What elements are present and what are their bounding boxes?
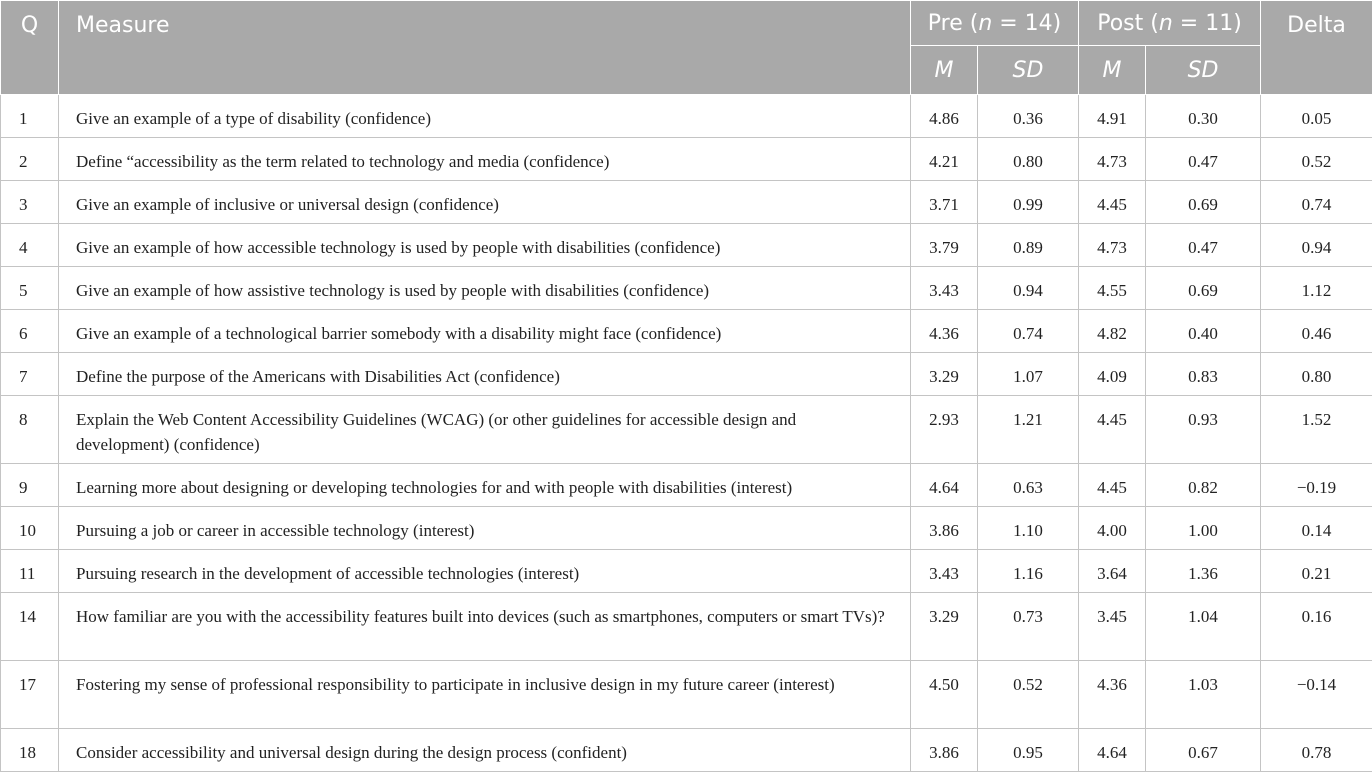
row-pre-m: 3.29 (911, 593, 978, 661)
header-q: Q (1, 1, 59, 95)
row-measure: Give an example of inclusive or universal design (confidence) (59, 181, 911, 224)
row-q: 2 (1, 138, 59, 181)
header-delta: Delta (1261, 1, 1372, 95)
row-post-m: 4.82 (1079, 310, 1146, 353)
row-post-m: 4.36 (1079, 661, 1146, 729)
row-delta: 0.16 (1261, 593, 1372, 661)
row-pre-m: 3.43 (911, 550, 978, 593)
table-row (1, 550, 1372, 593)
row-post-sd: 1.04 (1146, 593, 1261, 661)
row-post-sd: 0.82 (1146, 464, 1261, 507)
row-post-sd: 0.47 (1146, 224, 1261, 267)
row-pre-m: 3.86 (911, 729, 978, 772)
table-row (1, 396, 1372, 464)
table-row (1, 267, 1372, 310)
row-delta: 0.80 (1261, 353, 1372, 396)
row-measure: Pursuing a job or career in accessible technology (interest) (59, 507, 911, 550)
row-delta: 0.05 (1261, 95, 1372, 138)
table-row (1, 310, 1372, 353)
row-post-m: 3.64 (1079, 550, 1146, 593)
row-measure: Learning more about designing or developing technologies for and with people with disabilities (interest) (59, 464, 911, 507)
row-measure: Explain the Web Content Accessibility Guidelines (WCAG) (or other guidelines for accessible design and development) (confidence) (59, 396, 911, 464)
row-post-sd: 0.83 (1146, 353, 1261, 396)
row-post-sd: 1.36 (1146, 550, 1261, 593)
row-post-sd: 0.40 (1146, 310, 1261, 353)
row-delta: 0.94 (1261, 224, 1372, 267)
row-post-m: 3.45 (1079, 593, 1146, 661)
row-post-m: 4.09 (1079, 353, 1146, 396)
row-measure: Define the purpose of the Americans with Disabilities Act (confidence) (59, 353, 911, 396)
row-pre-m: 3.79 (911, 224, 978, 267)
table-row (1, 507, 1372, 550)
row-pre-m: 4.86 (911, 95, 978, 138)
row-post-sd: 0.69 (1146, 267, 1261, 310)
row-q: 18 (1, 729, 59, 772)
row-measure: Define “accessibility as the term related to technology and media (confidence) (59, 138, 911, 181)
row-q: 17 (1, 661, 59, 729)
row-pre-sd: 0.80 (978, 138, 1079, 181)
row-post-sd: 0.93 (1146, 396, 1261, 464)
row-post-m: 4.45 (1079, 181, 1146, 224)
row-delta: 0.52 (1261, 138, 1372, 181)
row-pre-m: 4.50 (911, 661, 978, 729)
row-q: 14 (1, 593, 59, 661)
row-pre-m: 4.36 (911, 310, 978, 353)
row-delta: 0.78 (1261, 729, 1372, 772)
table-row (1, 661, 1372, 729)
row-post-sd: 0.69 (1146, 181, 1261, 224)
row-pre-m: 4.64 (911, 464, 978, 507)
row-delta: 1.12 (1261, 267, 1372, 310)
row-post-m: 4.73 (1079, 138, 1146, 181)
row-post-m: 4.45 (1079, 396, 1146, 464)
row-pre-sd: 1.16 (978, 550, 1079, 593)
row-post-sd: 0.47 (1146, 138, 1261, 181)
table-row (1, 353, 1372, 396)
row-delta: −0.14 (1261, 661, 1372, 729)
row-post-m: 4.64 (1079, 729, 1146, 772)
table-header (1, 1, 1372, 95)
row-pre-m: 3.71 (911, 181, 978, 224)
row-post-m: 4.45 (1079, 464, 1146, 507)
row-delta: 0.46 (1261, 310, 1372, 353)
row-post-m: 4.73 (1079, 224, 1146, 267)
row-pre-sd: 0.36 (978, 95, 1079, 138)
row-q: 5 (1, 267, 59, 310)
row-pre-m: 2.93 (911, 396, 978, 464)
table-row (1, 181, 1372, 224)
table-row (1, 593, 1372, 661)
row-measure: Give an example of how accessible technology is used by people with disabilities (confidence) (59, 224, 911, 267)
row-pre-sd: 0.89 (978, 224, 1079, 267)
row-post-m: 4.55 (1079, 267, 1146, 310)
row-delta: −0.19 (1261, 464, 1372, 507)
header-pre-sd: SD (978, 46, 1079, 95)
row-measure: How familiar are you with the accessibility features built into devices (such as smartphones, computers or smart TVs)? (59, 593, 911, 661)
row-q: 10 (1, 507, 59, 550)
row-pre-sd: 0.74 (978, 310, 1079, 353)
row-pre-sd: 0.63 (978, 464, 1079, 507)
row-q: 3 (1, 181, 59, 224)
row-measure: Consider accessibility and universal design during the design process (confident) (59, 729, 911, 772)
row-post-sd: 1.00 (1146, 507, 1261, 550)
table-row (1, 95, 1372, 138)
header-pre: Pre (n = 14) (911, 1, 1079, 46)
row-pre-m: 3.86 (911, 507, 978, 550)
row-pre-sd: 1.10 (978, 507, 1079, 550)
row-pre-sd: 1.21 (978, 396, 1079, 464)
header-post-m: M (1079, 46, 1146, 95)
header-pre-m: M (911, 46, 978, 95)
row-post-sd: 0.30 (1146, 95, 1261, 138)
table-row (1, 138, 1372, 181)
header-post: Post (n = 11) (1079, 1, 1261, 46)
row-pre-m: 3.29 (911, 353, 978, 396)
table-row (1, 729, 1372, 772)
row-pre-sd: 0.73 (978, 593, 1079, 661)
row-delta: 0.74 (1261, 181, 1372, 224)
header-measure: Measure (59, 1, 911, 95)
table-row (1, 464, 1372, 507)
row-q: 7 (1, 353, 59, 396)
row-q: 11 (1, 550, 59, 593)
row-measure: Give an example of a type of disability (confidence) (59, 95, 911, 138)
row-q: 4 (1, 224, 59, 267)
row-pre-sd: 1.07 (978, 353, 1079, 396)
row-pre-m: 3.43 (911, 267, 978, 310)
row-measure: Give an example of how assistive technology is used by people with disabilities (confidence) (59, 267, 911, 310)
row-post-sd: 1.03 (1146, 661, 1261, 729)
row-measure: Fostering my sense of professional responsibility to participate in inclusive design in my future career (interest) (59, 661, 911, 729)
row-post-m: 4.91 (1079, 95, 1146, 138)
row-pre-sd: 0.95 (978, 729, 1079, 772)
row-pre-m: 4.21 (911, 138, 978, 181)
row-delta: 0.21 (1261, 550, 1372, 593)
row-post-sd: 0.67 (1146, 729, 1261, 772)
row-delta: 0.14 (1261, 507, 1372, 550)
row-q: 6 (1, 310, 59, 353)
row-measure: Give an example of a technological barrier somebody with a disability might face (confidence) (59, 310, 911, 353)
row-pre-sd: 0.52 (978, 661, 1079, 729)
row-pre-sd: 0.99 (978, 181, 1079, 224)
row-q: 1 (1, 95, 59, 138)
row-q: 8 (1, 396, 59, 464)
row-pre-sd: 0.94 (978, 267, 1079, 310)
table-row (1, 224, 1372, 267)
row-q: 9 (1, 464, 59, 507)
header-post-sd: SD (1146, 46, 1261, 95)
row-post-m: 4.00 (1079, 507, 1146, 550)
row-delta: 1.52 (1261, 396, 1372, 464)
row-measure: Pursuing research in the development of accessible technologies (interest) (59, 550, 911, 593)
table-body (1, 95, 1372, 772)
